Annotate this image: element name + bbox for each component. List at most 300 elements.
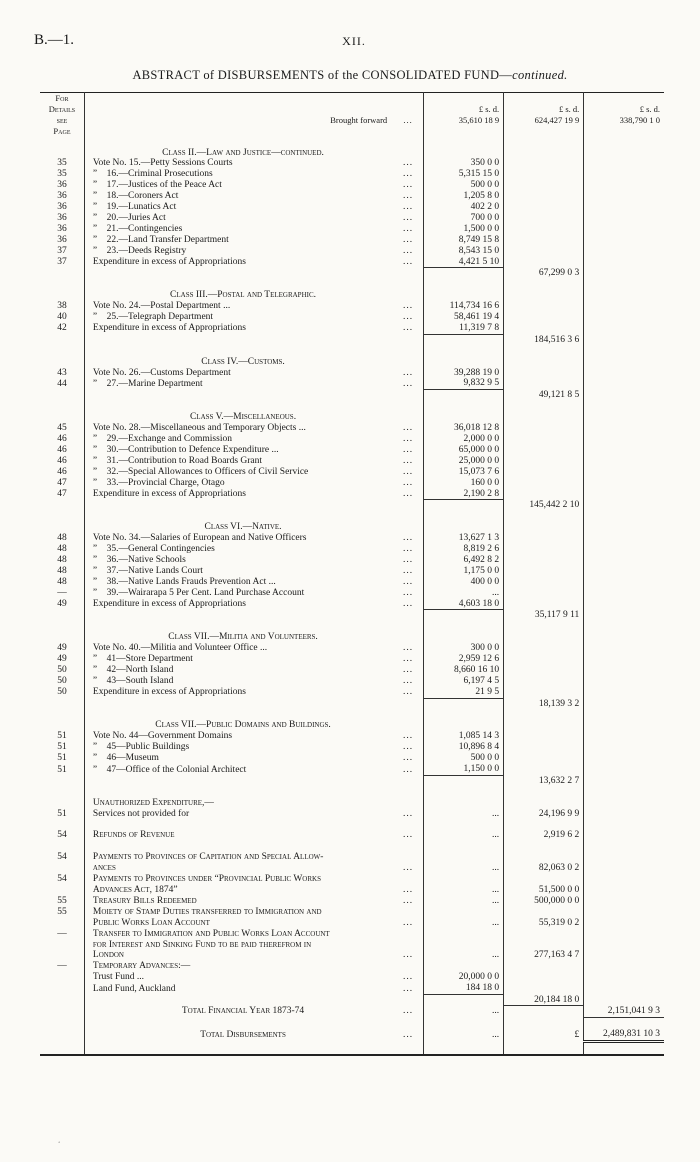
leader-dots: ...	[403, 587, 414, 598]
leader-dots: ...	[403, 731, 414, 742]
vote-row	[40, 445, 664, 456]
vote-description: Vote No. 44—Government Domains	[92, 731, 233, 742]
class-heading: Class VII.—Public Domains and Buildings.	[155, 720, 331, 731]
page-mark: ‘	[58, 1140, 61, 1148]
page-ref: 50	[40, 676, 84, 687]
leader-dots: ...	[403, 643, 414, 654]
treasury-bills-amount: 500,000 0 0	[504, 896, 584, 907]
vote-row	[40, 257, 664, 268]
vote-description: ” 22.—Land Transfer Department	[92, 234, 229, 245]
leader-dots: ...	[403, 764, 414, 775]
leader-dots: ...	[403, 687, 414, 698]
brought-forward-c1: 35,610 18 9	[423, 115, 503, 126]
table-row: Total Financial Year 1873-74 ... ... 2,151,041 9 3	[40, 1006, 664, 1017]
column-head-row	[40, 93, 664, 104]
advances-total: 20,184 18 0	[504, 995, 584, 1006]
vote-description: Vote No. 15.—Petty Sessions Courts	[92, 158, 233, 169]
vote-row	[40, 301, 664, 312]
page-ref: 48	[40, 566, 84, 577]
spacer-row	[40, 841, 664, 852]
document-title	[0, 68, 700, 83]
class-heading: Class V.—Miscellaneous.	[189, 412, 297, 423]
class-heading: Class IV.—Customs.	[201, 356, 285, 367]
page-ref: 36	[40, 224, 84, 235]
vote-description: ” 21.—Contingencies	[92, 223, 183, 234]
lsd-head: £ s. d.	[584, 104, 664, 115]
vote-row	[40, 378, 664, 389]
leader-dots: ...	[403, 423, 414, 434]
vote-description: Expenditure in excess of Appropriations	[92, 257, 246, 268]
page-ref: 47	[40, 478, 84, 489]
leader-dots: ...	[403, 466, 414, 477]
vote-amount: 1,500 0 0	[423, 224, 503, 235]
vote-row	[40, 169, 664, 180]
spacer-row	[40, 621, 664, 632]
vote-description: ” 43—South Island	[92, 675, 174, 686]
land-fund-label: Land Fund, Auckland	[92, 983, 176, 994]
page-ref: 48	[40, 533, 84, 544]
vote-amount: 9,832 9 5	[423, 378, 503, 389]
page-ref: 36	[40, 202, 84, 213]
class-total: 184,516 3 6	[504, 334, 584, 345]
table-row	[40, 995, 664, 1006]
vote-description: ” 19.—Lunatics Act	[92, 202, 177, 213]
vote-amount: 58,461 19 4	[423, 312, 503, 323]
class-heading-row	[40, 720, 664, 731]
unauthorized-heading: Unauthorized Expenditure,—	[92, 797, 214, 808]
page-ref: 36	[40, 191, 84, 202]
page-ref: 48	[40, 555, 84, 566]
vote-amount: 4,603 18 0	[423, 599, 503, 610]
class-heading-row	[40, 412, 664, 423]
page-ref: 54	[40, 874, 84, 885]
unauthorized-item: Services not provided for	[92, 808, 190, 819]
vote-description: Expenditure in excess of Appropriations	[92, 599, 246, 610]
trust-fund-amount: 20,000 0 0	[423, 972, 503, 983]
spacer-row	[40, 346, 664, 357]
vote-amount: ...	[423, 588, 503, 599]
leader-dots: ...	[403, 554, 414, 565]
leader-dots: ...	[403, 191, 414, 202]
page-ref: 36	[40, 235, 84, 246]
vote-row	[40, 224, 664, 235]
leader-dots: ...	[403, 323, 414, 334]
treasury-bills-label: Treasury Bills Redeemed	[92, 895, 197, 906]
vote-amount: 13,627 1 3	[423, 533, 503, 544]
column-head-row: see Brought forward ... 35,610 18 9 624,427 19 9 338,790 1 0	[40, 115, 664, 126]
class-heading-row	[40, 357, 664, 368]
vote-amount: 36,018 12 8	[423, 423, 503, 434]
vote-amount: 6,197 4 5	[423, 676, 503, 687]
page-ref: 37	[40, 257, 84, 268]
vote-description: ” 16.—Criminal Prosecutions	[92, 169, 213, 180]
vote-amount: 6,492 8 2	[423, 555, 503, 566]
vote-amount: 1,205 8 0	[423, 191, 503, 202]
vote-description: ” 17.—Justices of the Peace Act	[92, 180, 222, 191]
vote-row	[40, 423, 664, 434]
spacer-row	[40, 279, 664, 290]
title-main: ABSTRACT of DISBURSEMENTS of the CONSOLIDATED FUND—	[132, 68, 513, 82]
page-col-head: Details	[40, 104, 84, 115]
vote-amount: 160 0 0	[423, 478, 503, 489]
class-total: 145,442 2 10	[504, 500, 584, 511]
vote-amount: 21 9 5	[423, 687, 503, 698]
table-row: 55 Treasury Bills Redeemed ... ... 500,000 0 0	[40, 896, 664, 907]
leader-dots: ...	[403, 565, 414, 576]
vote-description: ” 25.—Telegraph Department	[92, 312, 214, 323]
table-row: Trust Fund ... ... 20,000 0 0	[40, 972, 664, 983]
page-ref: 46	[40, 445, 84, 456]
vote-amount: 11,319 7 8	[423, 323, 503, 334]
transfer-label: Transfer to Immigration and Public Works Loan Account	[92, 928, 330, 939]
page-ref: 50	[40, 665, 84, 676]
vote-row	[40, 467, 664, 478]
public-works-label: Payments to Provinces under “Provincial Public Works	[92, 874, 321, 885]
page-ref: 51	[40, 731, 84, 742]
capitation-label: Payments to Provinces of Capitation and Special Allow-	[92, 852, 324, 863]
leader-dots: ...	[403, 433, 414, 444]
leader-dots: ...	[403, 599, 414, 610]
vote-description: ” 23.—Deeds Registry	[92, 245, 187, 256]
disbursements-table	[40, 92, 664, 1056]
vote-amount: 4,421 5 10	[423, 257, 503, 268]
vote-description: Vote No. 34.—Salaries of European and Native Officers	[92, 533, 307, 544]
page-ref: 42	[40, 323, 84, 334]
page-ref: 50	[40, 687, 84, 698]
trust-fund-label: Trust Fund ...	[92, 972, 145, 983]
vote-amount: 8,543 15 0	[423, 246, 503, 257]
leader-dots: ...	[403, 223, 414, 234]
page-ref: 51	[40, 764, 84, 775]
page-ref: 36	[40, 213, 84, 224]
leader-dots: ...	[403, 455, 414, 466]
leader-dots: ...	[403, 158, 414, 169]
vote-description: ” 37.—Native Lands Court	[92, 565, 203, 576]
table-row: Land Fund, Auckland ... 184 18 0	[40, 983, 664, 994]
class-total-row	[40, 268, 664, 279]
vote-row	[40, 764, 664, 775]
temporary-advances-label: Temporary Advances:—	[92, 961, 191, 972]
page-ref: 45	[40, 423, 84, 434]
lsd-head: £ s. d.	[423, 104, 503, 115]
vote-row	[40, 312, 664, 323]
leader-dots: ...	[403, 367, 414, 378]
capitation-label: ances	[92, 863, 116, 874]
page-ref: 36	[40, 180, 84, 191]
transfer-amount: 277,163 4 7	[504, 950, 584, 961]
leader-dots: ...	[403, 489, 414, 500]
page-col-head: For	[40, 93, 84, 104]
public-works-label: Advances Act, 1874”	[92, 884, 178, 895]
class-heading: Class II.—Law and Justice—continued.	[162, 147, 324, 158]
leader-dots: ...	[403, 444, 414, 455]
vote-amount: 402 2 0	[423, 202, 503, 213]
vote-row	[40, 599, 664, 610]
page-ref: 38	[40, 301, 84, 312]
spacer-row	[40, 1041, 664, 1054]
page-ref: 55	[40, 907, 84, 918]
vote-amount: 2,959 12 6	[423, 654, 503, 665]
vote-row	[40, 191, 664, 202]
vote-amount: 39,288 19 0	[423, 368, 503, 379]
public-works-amount: 51,500 0 0	[504, 885, 584, 896]
vote-amount: 10,896 8 4	[423, 742, 503, 753]
vote-row	[40, 742, 664, 753]
vote-amount: 1,175 0 0	[423, 566, 503, 577]
vote-row	[40, 588, 664, 599]
brought-forward-c2: 624,427 19 9	[504, 115, 584, 126]
capitation-amount: 82,063 0 2	[504, 863, 584, 874]
vote-row	[40, 753, 664, 764]
leader-dots: ...	[403, 202, 414, 213]
page-ref: 55	[40, 896, 84, 907]
leader-dots: ...	[403, 533, 414, 544]
brought-forward-c3: 338,790 1 0	[584, 115, 664, 126]
vote-amount: 300 0 0	[423, 643, 503, 654]
class-total-row	[40, 334, 664, 345]
page-col-head: Page	[40, 126, 84, 137]
vote-description: ” 47—Office of the Colonial Architect	[92, 764, 247, 775]
vote-row	[40, 533, 664, 544]
page-ref: 51	[40, 809, 84, 820]
leader-dots: ...	[403, 180, 414, 191]
vote-description: Vote No. 40.—Militia and Volunteer Office ...	[92, 643, 268, 654]
leader-dots: ...	[403, 301, 414, 312]
vote-amount: 8,660 16 10	[423, 665, 503, 676]
grand-total-row: Total Disbursements ... ... £ 2,489,831 10 3	[40, 1029, 664, 1041]
class-total: 18,139 3 2	[504, 698, 584, 709]
total-disbursements-amount: 2,489,831 10 3	[584, 1029, 664, 1041]
vote-description: ” 38.—Native Lands Frauds Prevention Act ...	[92, 576, 276, 587]
class-heading-row	[40, 290, 664, 301]
page-ref: 49	[40, 643, 84, 654]
table-row: 51 Services not provided for ... ... 24,196 9 9	[40, 809, 664, 820]
vote-amount: 500 0 0	[423, 180, 503, 191]
table-row: Public Works Loan Account ... ... 55,319 0 2	[40, 918, 664, 929]
vote-amount: 8,749 15 8	[423, 235, 503, 246]
vote-amount: 25,000 0 0	[423, 456, 503, 467]
transfer-label: for Interest and Sinking Fund to be paid therefrom in	[92, 939, 312, 950]
vote-description: Vote No. 24.—Postal Department ...	[92, 301, 231, 312]
spacer-row	[40, 820, 664, 831]
class-total-row	[40, 390, 664, 401]
leader-dots: ...	[403, 477, 414, 488]
vote-description: Expenditure in excess of Appropriations	[92, 687, 246, 698]
page-ref: —	[40, 929, 84, 940]
vote-description: ” 39.—Wairarapa 5 Per Cent. Land Purchase Account	[92, 587, 305, 598]
vote-row	[40, 180, 664, 191]
table-row: Advances Act, 1874” ... ... 51,500 0 0	[40, 885, 664, 896]
vote-row	[40, 544, 664, 555]
vote-description: ” 18.—Coroners Act	[92, 191, 179, 202]
vote-description: ” 46—Museum	[92, 753, 159, 764]
vote-amount: 1,085 14 3	[423, 731, 503, 742]
page-ref: 43	[40, 368, 84, 379]
vote-description: ” 30.—Contribution to Defence Expenditure ...	[92, 444, 279, 455]
vote-row	[40, 676, 664, 687]
page-col-head: see	[40, 115, 84, 126]
vote-description: ” 29.—Exchange and Commission	[92, 433, 232, 444]
lsd-head: £ s. d.	[504, 104, 584, 115]
vote-row	[40, 566, 664, 577]
leader-dots: ...	[403, 664, 414, 675]
vote-amount: 500 0 0	[423, 753, 503, 764]
page-ref: 48	[40, 577, 84, 588]
page-ref: 46	[40, 467, 84, 478]
vote-description: Expenditure in excess of Appropriations	[92, 323, 246, 334]
leader-dots: ...	[403, 212, 414, 223]
class-total-row	[40, 775, 664, 786]
leader-dots: ...	[403, 312, 414, 323]
vote-amount: 700 0 0	[423, 213, 503, 224]
stamp-duties-label: Public Works Loan Account	[92, 917, 210, 928]
table-row	[40, 907, 664, 918]
brought-forward-label: Brought forward	[330, 114, 388, 125]
class-total-row	[40, 500, 664, 511]
table-row: 54 Refunds of Revenue ... ... 2,919 6 2	[40, 830, 664, 841]
vote-description: ” 33.—Provincial Charge, Otago	[92, 477, 225, 488]
pound-sign: £	[504, 1029, 584, 1041]
leader-dots: ...	[403, 576, 414, 587]
leader-dots: ...	[403, 675, 414, 686]
class-heading: Class III.—Postal and Telegraphic.	[170, 290, 316, 301]
total-disbursements-label: Total Disbursements	[200, 1030, 286, 1041]
leader-dots: ...	[403, 257, 414, 268]
leader-dots: ...	[403, 234, 414, 245]
vote-row	[40, 158, 664, 169]
class-total: 49,121 8 5	[504, 390, 584, 401]
vote-row	[40, 434, 664, 445]
page-ref: 40	[40, 312, 84, 323]
table-row	[40, 852, 664, 863]
class-heading-row	[40, 522, 664, 533]
table-row	[40, 798, 664, 809]
vote-description: ” 32.—Special Allowances to Officers of Civil Service	[92, 466, 309, 477]
refunds-amount: 2,919 6 2	[504, 830, 584, 841]
stamp-duties-amount: 55,319 0 2	[504, 918, 584, 929]
page-ref: —	[40, 961, 84, 972]
vote-row	[40, 478, 664, 489]
table-row: ances ... ... 82,063 0 2	[40, 863, 664, 874]
refunds-label: Refunds of Revenue	[92, 830, 175, 841]
class-total-row	[40, 610, 664, 621]
column-head-row	[40, 126, 664, 137]
page-ref: 37	[40, 246, 84, 257]
class-heading-row	[40, 632, 664, 643]
class-total: 67,299 0 3	[504, 268, 584, 279]
leader-dots: ...	[403, 742, 414, 753]
page-ref: 35	[40, 158, 84, 169]
vote-description: Expenditure in excess of Appropriations	[92, 489, 246, 500]
class-heading: Class VI.—Native.	[204, 522, 282, 533]
vote-description: ” 35.—General Contingencies	[92, 544, 215, 555]
vote-description: Vote No. 28.—Miscellaneous and Temporary Objects ...	[92, 423, 306, 434]
page-ref: 49	[40, 599, 84, 610]
transfer-label: London	[92, 950, 124, 961]
stamp-duties-label: Moiety of Stamp Duties transferred to Immigration and	[92, 906, 322, 917]
table-row	[40, 940, 664, 951]
vote-row	[40, 456, 664, 467]
vote-description: ” 31.—Contribution to Road Boards Grant	[92, 455, 263, 466]
vote-amount: 8,819 2 6	[423, 544, 503, 555]
page-ref: 49	[40, 654, 84, 665]
vote-amount: 114,734 16 6	[423, 301, 503, 312]
vote-row	[40, 654, 664, 665]
report-code: B.—1.	[34, 32, 75, 48]
land-fund-amount: 184 18 0	[423, 983, 503, 994]
page-ref: 54	[40, 852, 84, 863]
vote-row	[40, 731, 664, 742]
page-ref: 54	[40, 830, 84, 841]
vote-row	[40, 687, 664, 698]
vote-description: Vote No. 26.—Customs Department	[92, 367, 231, 378]
page-number: XII.	[342, 34, 366, 48]
vote-description: ” 42—North Island	[92, 664, 174, 675]
vote-amount: 400 0 0	[423, 577, 503, 588]
title-continued: continued.	[512, 68, 568, 82]
vote-row	[40, 213, 664, 224]
vote-amount: 350 0 0	[423, 158, 503, 169]
page-ref: 44	[40, 378, 84, 389]
page-ref: 51	[40, 742, 84, 753]
vote-row	[40, 665, 664, 676]
vote-row	[40, 555, 664, 566]
leader-dots: ...	[403, 753, 414, 764]
spacer-row	[40, 710, 664, 721]
page-ref: 35	[40, 169, 84, 180]
vote-description: ” 36.—Native Schools	[92, 554, 186, 565]
spacer-row	[40, 137, 664, 148]
class-total-row	[40, 698, 664, 709]
total-financial-year-label: Total Financial Year 1873-74	[181, 1006, 305, 1017]
leader-dots: ...	[403, 245, 414, 256]
vote-row	[40, 577, 664, 588]
page-ref: 48	[40, 544, 84, 555]
spacer-row	[40, 401, 664, 412]
vote-row	[40, 202, 664, 213]
table-row: London ... ... 277,163 4 7	[40, 950, 664, 961]
page-ref: 46	[40, 456, 84, 467]
table-row	[40, 929, 664, 940]
class-total: 35,117 9 11	[504, 610, 584, 621]
page-ref: 46	[40, 434, 84, 445]
vote-amount: 65,000 0 0	[423, 445, 503, 456]
page-ref: 47	[40, 489, 84, 500]
vote-row	[40, 246, 664, 257]
leader-dots: ...	[403, 654, 414, 665]
vote-description: ” 45—Public Buildings	[92, 742, 190, 753]
vote-row	[40, 368, 664, 379]
unauthorized-amount: 24,196 9 9	[504, 809, 584, 820]
vote-row	[40, 235, 664, 246]
table-row	[40, 961, 664, 972]
vote-amount: 15,073 7 6	[423, 467, 503, 478]
vote-amount: 2,000 0 0	[423, 434, 503, 445]
vote-amount: 1,150 0 0	[423, 764, 503, 775]
page-header	[34, 32, 674, 52]
vote-description: ” 20.—Juries Act	[92, 212, 166, 223]
spacer-row	[40, 1017, 664, 1028]
column-head-row	[40, 104, 664, 115]
class-heading: Class VII.—Militia and Volunteers.	[168, 632, 318, 643]
vote-description: ” 27.—Marine Department	[92, 378, 203, 389]
class-heading-row	[40, 148, 664, 159]
leader-dots: ...	[403, 169, 414, 180]
spacer-row	[40, 787, 664, 798]
vote-row	[40, 489, 664, 500]
vote-amount: 5,315 15 0	[423, 169, 503, 180]
spacer-row	[40, 511, 664, 522]
